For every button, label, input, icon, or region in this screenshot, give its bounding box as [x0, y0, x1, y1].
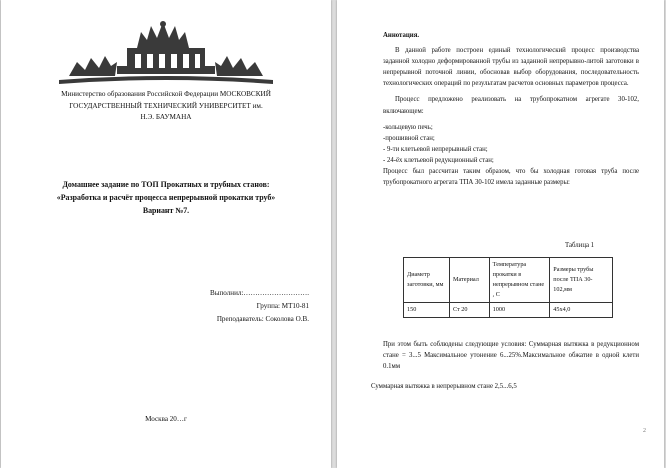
city-year: Москва 20…г: [145, 415, 187, 423]
teacher-line: Преподаватель: Соколова О.В.: [216, 315, 309, 323]
table-header-cell: Температура прокатки в непрерывном стане , С: [489, 258, 550, 303]
table-cell: 45х4,0: [550, 303, 613, 318]
parameters-table: [403, 257, 613, 318]
table-header-cell: Материал: [449, 258, 489, 303]
annotation-title: Аннотация.: [383, 32, 420, 39]
table-header-row: [404, 258, 613, 303]
list-item: -кольцевую печь;: [383, 123, 433, 131]
performed-by: Выполнил:……………………….: [209, 289, 309, 297]
paragraph: Процесс предложено реализовать на трубопрокатном агрегате 30-102, включающем:: [383, 96, 639, 115]
equipment-list: [383, 122, 639, 166]
list-item: -прошивной стан;: [383, 134, 435, 142]
annotation-page: [337, 0, 664, 468]
list-item: - 9-ти клетьевой непрерывный стан;: [383, 145, 488, 153]
annotation-body: [383, 30, 639, 193]
paragraph: В данной работе построен единый технологический процесс производства заданной холодно деформированной трубы из заданной непрерывно-литой заготовки в непрерывной поточной линии, обосновав выбор оборудования, последовательность технологических операций по результатам расчетов основных параметров процесса.: [383, 47, 639, 88]
university-emblem-icon: [55, 18, 277, 88]
list-item: - 24-ёх клетьевой редукционный стан;: [383, 156, 494, 164]
table-cell: 1000: [489, 303, 550, 318]
homework-title: Домашнее задание по ТОП Прокатных и трубных станов: «Разработка и расчёт процесса непрерывной прокатки труб» Вариант №7.: [56, 180, 276, 215]
table-header-cell: Диаметр заготовки, мм: [404, 258, 450, 303]
group-line: Группа: МТ10-81: [256, 302, 309, 310]
table-row: [404, 303, 613, 318]
title-page: [1, 0, 331, 468]
paragraph: Процесс был рассчитан таким образом, что бы холодная готовая труба после трубопрокатного агрегата ТПА 30-102 имела заданные размеры:: [383, 168, 639, 187]
table-cell: Ст 20: [449, 303, 489, 318]
table-cell: 150: [404, 303, 450, 318]
table-caption: Таблица 1: [565, 242, 595, 249]
elongation-paragraph: Суммарная вытяжка в непрерывном стане 2,5...6,5: [371, 383, 517, 390]
table-header-cell: Размеры трубы после ТПА 30-102,мм: [550, 258, 613, 303]
ministry-header: Министерство образования Российской Федерации МОСКОВСКИЙ ГОСУДАРСТВЕННЫЙ ТЕХНИЧЕСКИЙ УНИВЕРСИТЕТ им. Н.Э. БАУМАНА: [61, 90, 271, 122]
page-number: 2: [643, 428, 646, 434]
conditions-paragraph: При этом быть соблюдены следующие условия: Суммарная вытяжка в редукционном стане = 3...5 Максимальное утонение 6...25%.Максимальное обжатие в одной клети 0.1мм: [383, 341, 639, 371]
